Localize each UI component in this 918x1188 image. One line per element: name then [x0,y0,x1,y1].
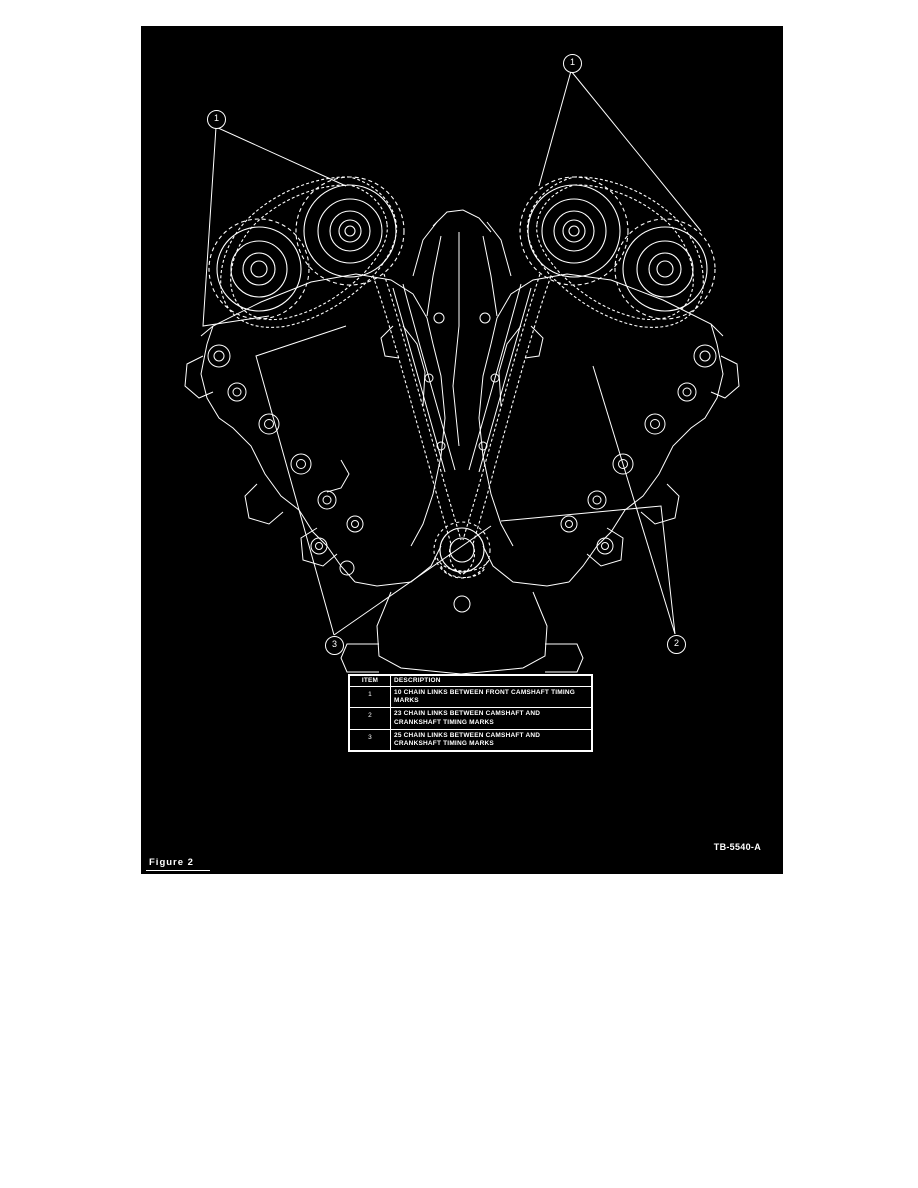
callout-2: 2 [667,635,686,654]
legend-table [348,674,593,752]
legend-item-description: 23 CHAIN LINKS BETWEEN CAMSHAFT AND CRANKSHAFT TIMING MARKS [391,708,592,729]
legend-item-description: 25 CHAIN LINKS BETWEEN CAMSHAFT AND CRANKSHAFT TIMING MARKS [391,729,592,750]
legend-item-description: 10 CHAIN LINKS BETWEEN FRONT CAMSHAFT TIMING MARKS [391,687,592,708]
figure-plate [141,26,783,874]
legend-header-item: ITEM [350,676,391,687]
table-row [350,729,592,750]
engine-valley [403,210,521,446]
sprocket-left-lower [209,219,309,319]
leader-lines [203,71,701,635]
legend-item-number: 3 [350,729,391,750]
timing-chain-left-to-crank [373,274,461,574]
crankcase [341,592,583,674]
table-row [350,708,592,729]
sprocket-left-upper [296,177,404,285]
figure-image [141,26,783,874]
sprocket-crankshaft [434,522,490,578]
callout-1-right: 1 [563,54,582,73]
legend-header-description: DESCRIPTION [391,676,592,687]
legend-item-number: 1 [350,687,391,708]
caption-underline [146,870,210,871]
timing-chain-right-to-crank [463,274,551,574]
valley-details [425,313,499,450]
chain-guides [381,284,543,472]
callout-1-left: 1 [207,110,226,129]
legend-item-number: 2 [350,708,391,729]
sprocket-right-lower [615,219,715,319]
legend-header-row [350,676,592,687]
plate-code: TB-5540-A [713,842,761,852]
sprocket-right-upper [520,177,628,285]
engine-block-left [185,274,445,586]
figure-caption: Figure 2 [149,857,194,868]
engine-block-right [479,274,739,586]
table-row [350,687,592,708]
callout-3: 3 [325,636,344,655]
